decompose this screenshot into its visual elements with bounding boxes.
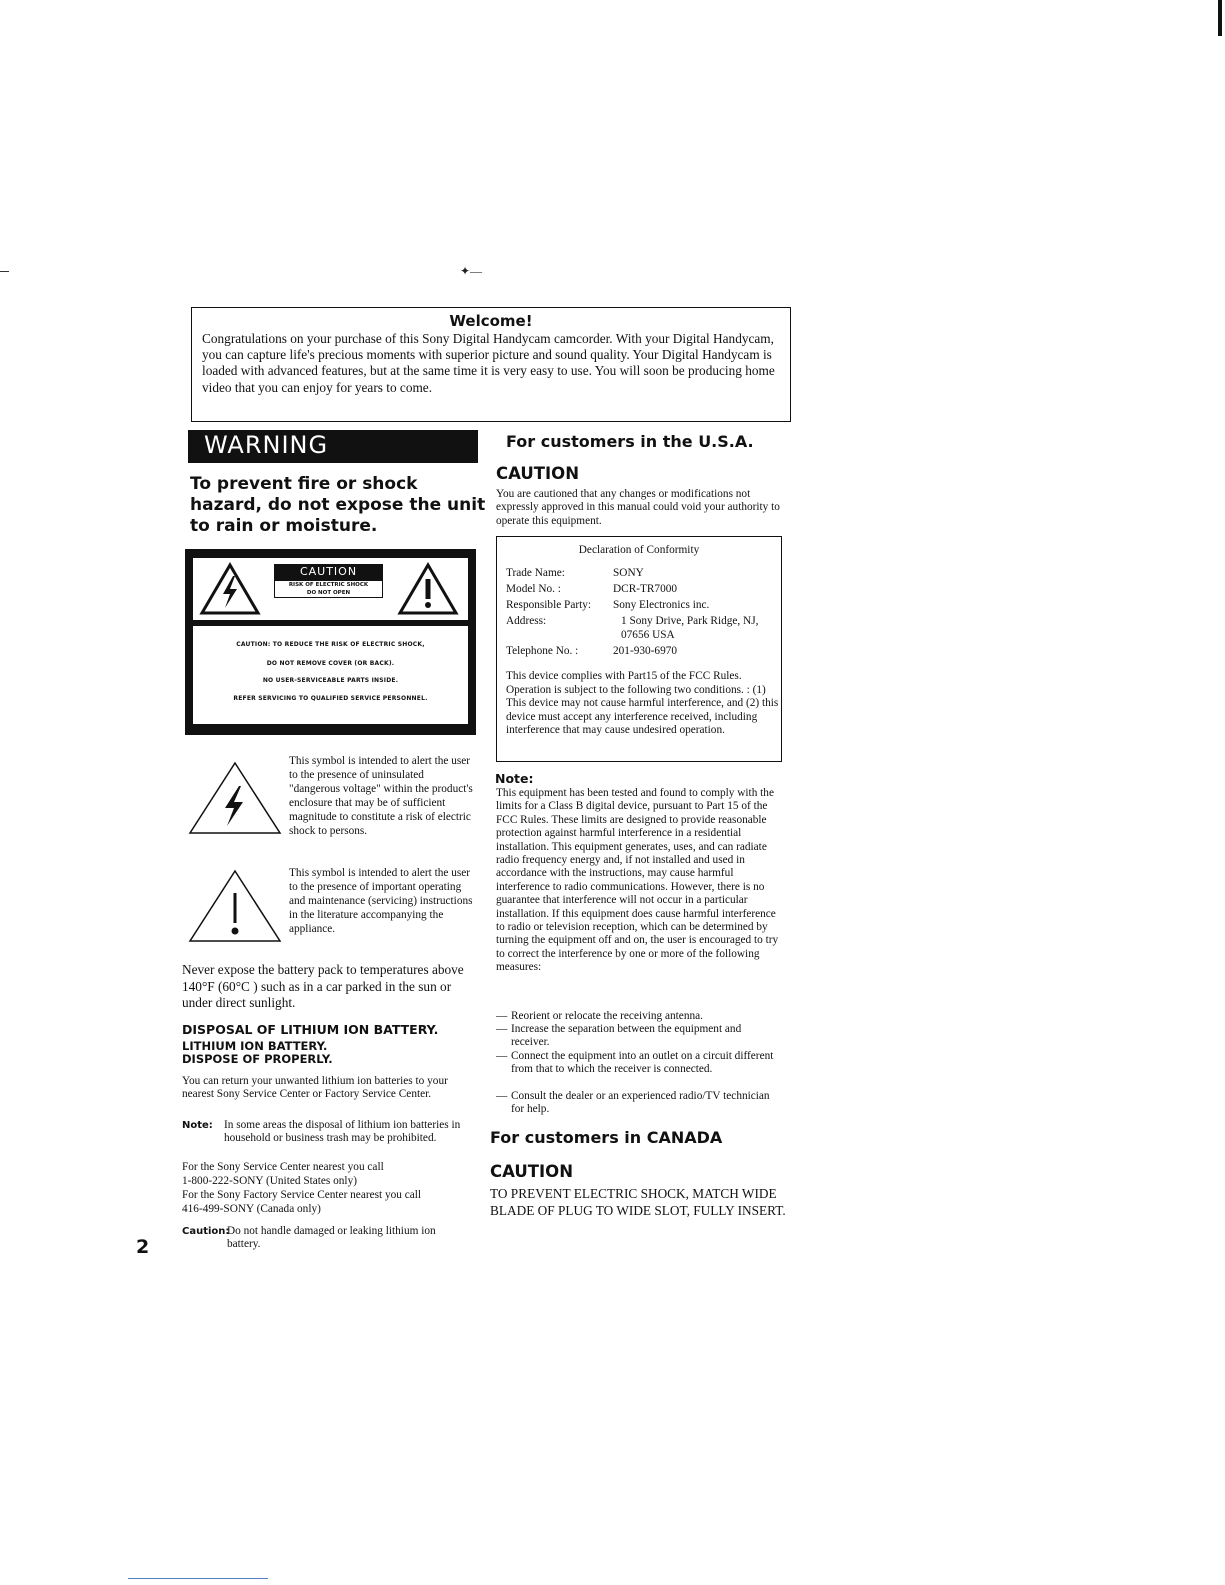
service-phone-2: 416-499-SONY (Canada only) [182,1203,321,1215]
caution-label-line: CAUTION: TO REDUCE THE RISK OF ELECTRIC SHOCK, [236,641,425,648]
measure-text: Connect the equipment into an outlet on a circuit different from that to which the receiver is connected. [511,1050,774,1076]
dispose-heading: DISPOSE OF PROPERLY. [182,1052,333,1066]
declaration-value: 1 Sony Drive, Park Ridge, NJ, 07656 USA [621,615,759,641]
registration-mark: ✦— [460,264,483,278]
caution-sub-line: DO NOT OPEN [306,590,351,596]
caution-tag: CAUTION [274,564,383,580]
battery-note-text: In some areas the disposal of lithium ion batteries in household or business trash may be prohibited. [224,1119,461,1145]
service-center-2: For the Sony Factory Service Center nearest you call [182,1189,422,1201]
usa-caution-text: You are cautioned that any changes or modifications not expressly approved in this manual could void your authority to operate this equipment. [496,488,780,527]
caution-label-line: DO NOT REMOVE COVER (OR BACK). [266,660,395,667]
declaration-compliance: This device complies with Part15 of the FCC Rules. Operation is subject to the following two conditions. : (1) This device may not cause harmful interference, and (2) this device must accept any interference received, including interference that may cause undesired operation. [506,670,779,737]
declaration-key: Telephone No. : [506,645,579,657]
battery-return-text: You can return your unwanted lithium ion batteries to your nearest Sony Service Center or Factory Service Center. [182,1075,448,1101]
scan-mark [1218,0,1222,36]
usa-note-label: Note: [495,771,534,786]
welcome-title: Welcome! [449,312,533,330]
declaration-of-conformity [496,536,782,762]
scan-mark [0,271,9,272]
caution-tag-sub [274,580,383,598]
measure-text: Reorient or relocate the receiving antenna. [511,1010,703,1022]
declaration-key: Responsible Party: [506,599,592,611]
list-dash: — [496,1023,508,1035]
battery-temperature-text: Never expose the battery pack to temperatures above 140°F (60°C ) such as in a car parked in the sun or under direct sunlight. [182,962,464,1010]
disposal-heading: DISPOSAL OF LITHIUM ION BATTERY. [182,1022,439,1037]
exclamation-symbol-text: This symbol is intended to alert the user to the presence of important operating and maintenance (servicing) instructions in the literature accompanying the appliance. [289,867,473,935]
usa-caution-heading: CAUTION [496,464,579,483]
usa-heading: For customers in the U.S.A. [506,432,754,451]
canada-caution-text: TO PREVENT ELECTRIC SHOCK, MATCH WIDE BLADE OF PLUG TO WIDE SLOT, FULLY INSERT. [490,1186,786,1218]
declaration-key: Trade Name: [506,567,565,579]
declaration-value: 201-930-6970 [613,645,678,657]
caution-label-line: REFER SERVICING TO QUALIFIED SERVICE PERSONNEL. [233,695,428,702]
canada-heading: For customers in CANADA [490,1128,723,1147]
page-number: 2 [136,1236,150,1258]
welcome-body: Congratulations on your purchase of this Sony Digital Handycam camcorder. With your Digital Handycam, you can capture life's precious moments with superior picture and sound quality. Your Digital Handycam is loaded with advanced features, but at the same time it is very easy to use. You will soon be producing home video that you can enjoy for years to come. [202,331,775,395]
measure-text: Increase the separation between the equipment and receiver. [511,1023,742,1049]
list-dash: — [496,1010,508,1022]
lightning-triangle-icon [187,760,283,836]
exclamation-triangle-icon [397,562,459,616]
scan-mark [128,1578,268,1579]
caution-sub-line: RISK OF ELECTRIC SHOCK [288,582,369,588]
declaration-key: Model No. : [506,583,561,595]
service-phone-1: 1-800-222-SONY (United States only) [182,1175,357,1187]
declaration-title: Declaration of Conformity [578,544,700,556]
caution-label-line: NO USER-SERVICEABLE PARTS INSIDE. [262,677,399,684]
warning-title: WARNING [204,431,329,459]
list-dash: — [496,1090,508,1102]
declaration-key: Address: [506,615,547,627]
usa-note-text: This equipment has been tested and found to comply with the limits for a Class B digital device, pursuant to Part 15 of the FCC Rules. These limits are designed to provide reasonable protection against harmful interference in a residential installation. This equipment generates, uses, and can radiate radio frequency energy and, if not installed and used in accordance with the instructions, may cause harmful interference to radio communications. However, there is no guarantee that interference will not occur in a particular installation. If this equipment does cause harmful interference to radio or television reception, which can be determined by turning the equipment off and on, the user is encouraged to try to correct the interference by one or more of the following measures: [496,787,779,974]
list-dash: — [496,1050,508,1062]
declaration-value: SONY [613,567,644,579]
welcome-box [191,307,791,422]
lightning-triangle-icon [199,562,261,616]
battery-caution-label: Caution: [182,1226,230,1237]
lightning-symbol-text: This symbol is intended to alert the user to the presence of uninsulated "dangerous voltage" within the product's enclosure that may be of sufficient magnitude to constitute a risk of electric shock to persons. [289,755,473,837]
canada-caution-heading: CAUTION [490,1162,573,1181]
measure-text: Consult the dealer or an experienced radio/TV technician for help. [511,1090,770,1116]
declaration-value: DCR-TR7000 [613,583,678,595]
exclamation-triangle-icon [187,868,283,944]
battery-note-label: Note: [182,1120,213,1131]
battery-caution-text: Do not handle damaged or leaking lithium ion battery. [227,1225,436,1251]
warning-headline: To prevent fire or shock hazard, do not expose the unit to rain or moisture. [190,474,486,536]
lithium-heading: LITHIUM ION BATTERY. [182,1039,328,1053]
service-center-1: For the Sony Service Center nearest you call [182,1161,384,1173]
declaration-value: Sony Electronics inc. [613,599,710,611]
